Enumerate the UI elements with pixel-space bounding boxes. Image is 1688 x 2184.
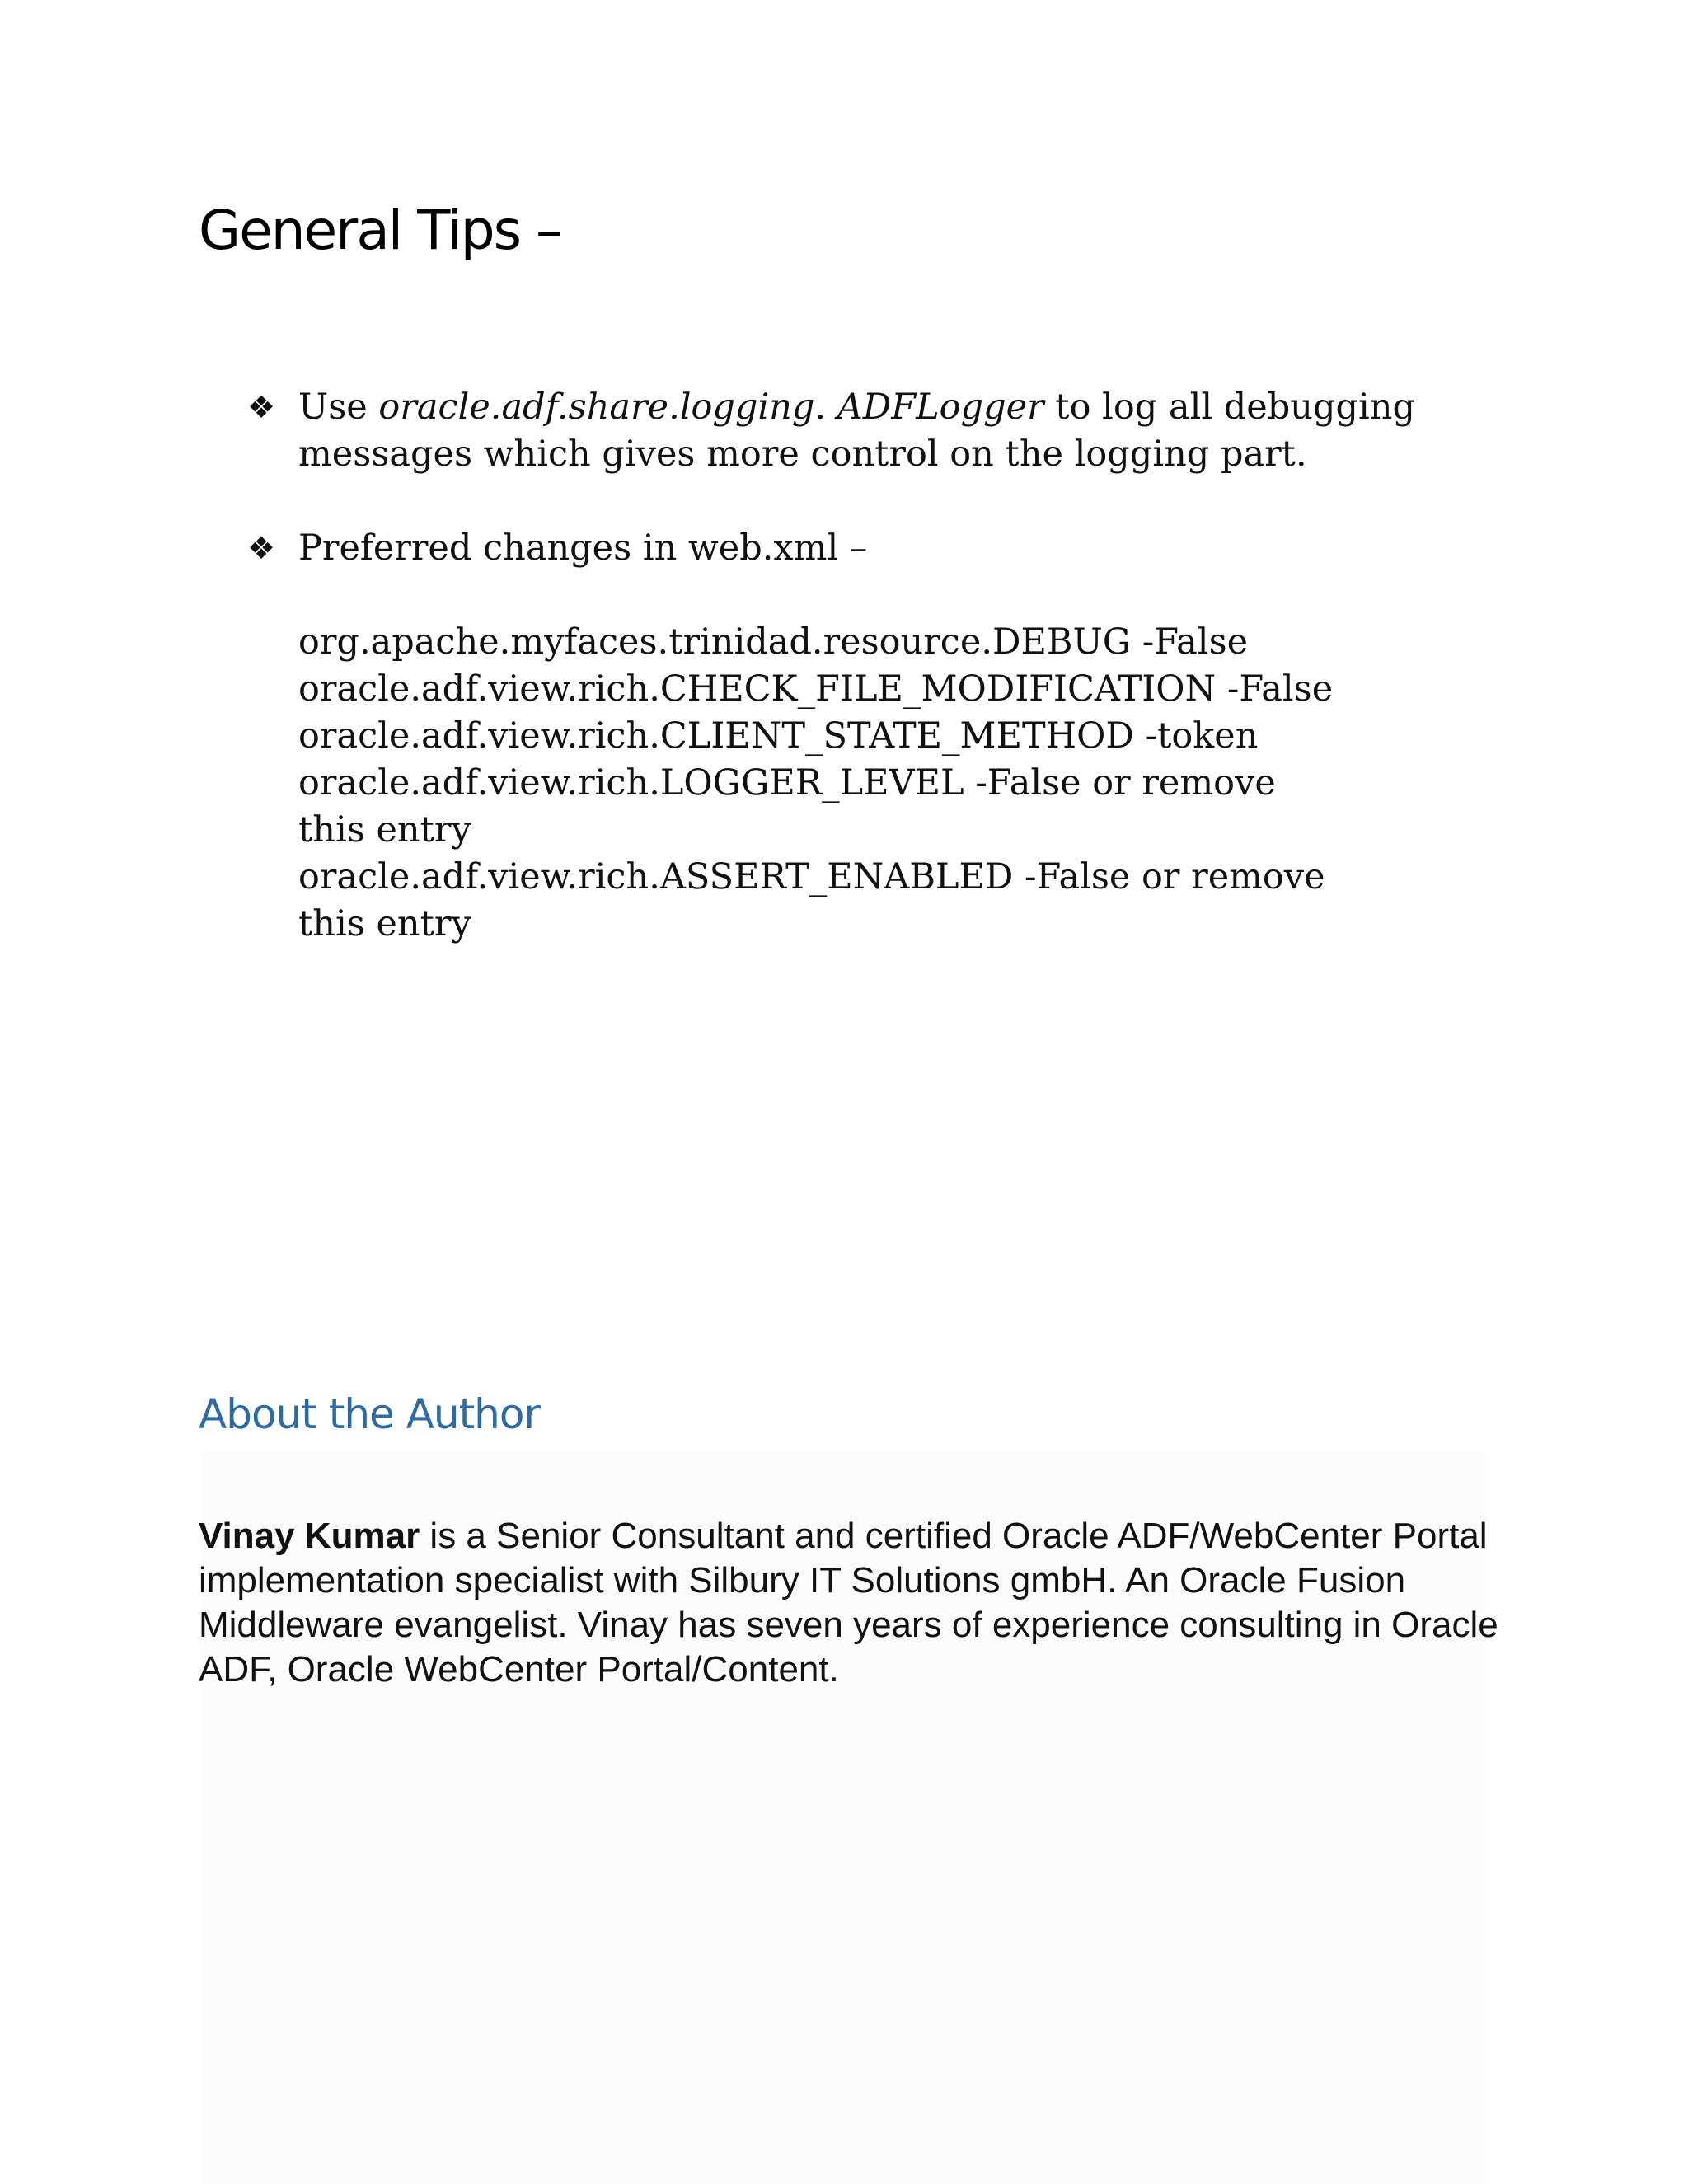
author-bio-text: is a Senior Consultant and certified Oracle ADF/WebCenter Portal implementation specialist with Silbury IT Solutions gmbH. An Oracle Fusion Middleware evangelist. Vinay has seven years of experience consulting in Oracle ADF, Oracle WebCenter Portal/Content. [199, 1516, 1498, 1690]
config-line: org.apache.myfaces.trinidad.resource.DEBUG -False [298, 621, 1249, 663]
tip-item-logger [247, 384, 1517, 478]
code-class: ADFLogger [837, 387, 1044, 428]
tip-prefix: Use [298, 387, 379, 428]
page-title: General Tips – [199, 199, 561, 262]
config-list [298, 619, 1517, 948]
diamond-bullet-icon: ❖ [247, 530, 276, 566]
config-line: oracle.adf.view.rich.CLIENT_STATE_METHOD -token [298, 715, 1259, 757]
author-name: Vinay Kumar [199, 1516, 420, 1556]
tip-text: Preferred changes in web.xml – [298, 527, 868, 569]
diamond-bullet-icon: ❖ [247, 389, 276, 425]
code-package: oracle.adf.share.logging [378, 387, 815, 428]
tip-text [298, 387, 1415, 475]
config-line: oracle.adf.view.rich.LOGGER_LEVEL -False or remove [298, 762, 1276, 804]
tips-list [247, 384, 1517, 948]
tip-suffix: to log all debugging messages which gives more control on the logging part. [298, 387, 1415, 475]
config-line: this entry [298, 903, 471, 944]
config-line: this entry [298, 809, 471, 851]
config-line: oracle.adf.view.rich.ASSERT_ENABLED -False or remove [298, 856, 1325, 898]
tip-item-web-xml [247, 525, 1517, 948]
author-bio [199, 1514, 1517, 1692]
config-line: oracle.adf.view.rich.CHECK_FILE_MODIFICATION -False [298, 668, 1334, 710]
about-heading: About the Author [199, 1390, 541, 1438]
code-separator: . [814, 387, 837, 428]
